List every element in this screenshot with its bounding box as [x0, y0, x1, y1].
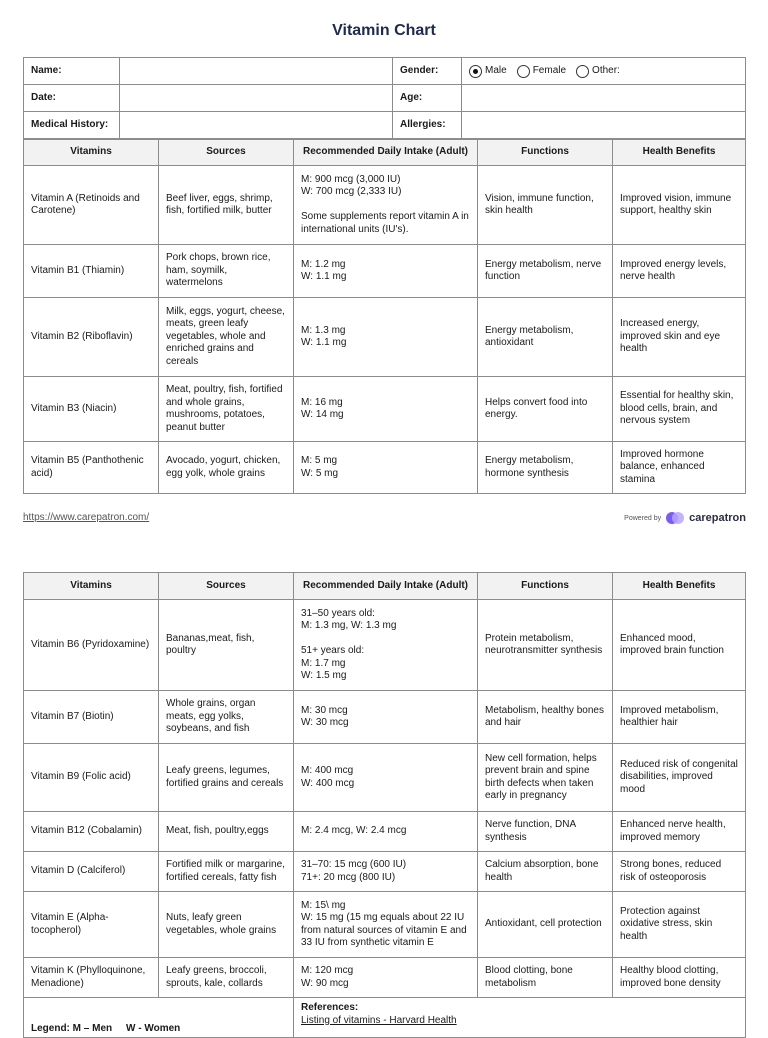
daily-intake-cell [294, 298, 478, 377]
vitamin-name-cell: Vitamin D (Calciferol) [24, 852, 159, 892]
name-label: Name: [24, 58, 120, 85]
vitamin-name-cell: Vitamin B2 (Riboflavin) [24, 298, 159, 377]
vitamin-name-cell: Vitamin K (Phylloquinone, Menadione) [24, 958, 159, 998]
sources-cell: Leafy greens, broccoli, sprouts, kale, collards [159, 958, 294, 998]
health-benefits-cell: Healthy blood clotting, improved bone density [613, 958, 746, 998]
date-label: Date: [24, 85, 120, 112]
health-benefits-cell: Essential for healthy skin, blood cells, brain, and nervous system [613, 377, 746, 442]
column-header: Vitamins [24, 573, 159, 600]
daily-intake-cell [294, 852, 478, 892]
sources-cell: Leafy greens, legumes, fortified grains and cereals [159, 744, 294, 812]
column-header: Sources [159, 140, 294, 166]
patient-info-table [23, 57, 746, 139]
intake-line: M: 400 mcg [301, 765, 354, 776]
functions-cell: Energy metabolism, nerve function [478, 245, 613, 298]
allergies-field[interactable] [462, 112, 746, 139]
functions-cell: Calcium absorption, bone health [478, 852, 613, 892]
daily-intake-cell [294, 166, 478, 245]
functions-cell: Vision, immune function, skin health [478, 166, 613, 245]
intake-line: W: 90 mcg [301, 977, 349, 989]
health-benefits-cell: Protection against oxidative stress, skin health [613, 892, 746, 958]
daily-intake-cell [294, 691, 478, 744]
allergies-label: Allergies: [393, 112, 462, 139]
table-row [24, 852, 746, 892]
column-header: Vitamins [24, 140, 159, 166]
column-header: Health Benefits [613, 140, 746, 166]
daily-intake-cell [294, 958, 478, 998]
table-row [24, 600, 746, 691]
functions-cell: Energy metabolism, hormone synthesis [478, 442, 613, 494]
gender-option-other[interactable]: Other: [576, 65, 620, 78]
radio-icon[interactable] [576, 65, 589, 78]
functions-cell: Helps convert food into energy. [478, 377, 613, 442]
daily-intake-cell [294, 600, 478, 691]
column-header: Health Benefits [613, 573, 746, 600]
vitamin-name-cell: Vitamin B7 (Biotin) [24, 691, 159, 744]
intake-line: M: 1.2 mg [301, 258, 346, 270]
intake-line: Some supplements report vitamin A in international units (IU's). [301, 211, 469, 235]
age-label: Age: [393, 85, 462, 112]
daily-intake-cell [294, 744, 478, 812]
health-benefits-cell: Enhanced mood, improved brain function [613, 600, 746, 691]
daily-intake-cell [294, 812, 478, 852]
functions-cell: Energy metabolism, antioxidant [478, 298, 613, 377]
vitamin-name-cell: Vitamin B1 (Thiamin) [24, 245, 159, 298]
table-row [24, 245, 746, 298]
vitamin-name-cell: Vitamin B9 (Folic acid) [24, 744, 159, 812]
table-row [24, 691, 746, 744]
intake-line: W: 5 mg [301, 467, 339, 479]
health-benefits-cell: Improved metabolism, healthier hair [613, 691, 746, 744]
name-field[interactable] [120, 58, 393, 85]
medical-history-label: Medical History: [24, 112, 120, 139]
sources-cell: Milk, eggs, yogurt, cheese, meats, green leafy vegetables, whole and enriched grains and cereals [159, 298, 294, 377]
daily-intake-cell [294, 892, 478, 958]
intake-line: W: 1.1 mg [301, 271, 347, 282]
vitamin-table-page-1 [23, 139, 746, 494]
health-benefits-cell: Improved vision, immune support, healthy skin [613, 166, 746, 245]
column-header: Functions [478, 573, 613, 600]
sources-cell: Pork chops, brown rice, ham, soymilk, watermelons [159, 245, 294, 298]
intake-line: 31–50 years old: [301, 607, 375, 619]
intake-line [301, 199, 470, 212]
references-label: References: [301, 1002, 359, 1013]
intake-line: W: 1.5 mg [301, 670, 347, 681]
intake-line: W: 700 mcg (2,333 IU) [301, 186, 402, 198]
sources-cell: Whole grains, organ meats, egg yolks, soybeans, and fish [159, 691, 294, 744]
sources-cell: Bananas,meat, fish, poultry [159, 600, 294, 691]
carepatron-logo-icon [665, 511, 685, 525]
gender-option-male[interactable]: Male [469, 65, 507, 78]
intake-line: 51+ years old: [301, 645, 365, 656]
brand-name: carepatron [689, 512, 746, 524]
intake-line: W: 1.1 mg [301, 337, 347, 348]
column-header: Recommended Daily Intake (Adult) [294, 140, 478, 166]
sources-cell: Fortified milk or margarine, fortified cereals, fatty fish [159, 852, 294, 892]
vitamin-table-page-2 [23, 572, 746, 1038]
sources-cell: Nuts, leafy green vegetables, whole grains [159, 892, 294, 958]
functions-cell: Antioxidant, cell protection [478, 892, 613, 958]
age-field[interactable] [462, 85, 746, 112]
intake-line: W: 14 mg [301, 409, 344, 420]
page-title: Vitamin Chart [332, 22, 436, 39]
brand-badge [624, 511, 746, 525]
intake-line [301, 633, 470, 646]
radio-icon[interactable] [517, 65, 530, 78]
health-benefits-cell: Strong bones, reduced risk of osteoporosis [613, 852, 746, 892]
intake-line: M: 1.3 mg [301, 324, 346, 336]
table-row [24, 442, 746, 494]
intake-line: M: 15\ mg [301, 899, 346, 911]
vitamin-name-cell: Vitamin B5 (Panthothenic acid) [24, 442, 159, 494]
functions-cell: Protein metabolism, neurotransmitter synthesis [478, 600, 613, 691]
column-header: Sources [159, 573, 294, 600]
gender-option-female[interactable]: Female [517, 65, 566, 78]
intake-line: M: 1.7 mg [301, 657, 346, 669]
vitamin-name-cell: Vitamin A (Retinoids and Carotene) [24, 166, 159, 245]
intake-line: M: 2.4 mcg, W: 2.4 mcg [301, 825, 407, 837]
intake-line: M: 5 mg [301, 455, 338, 466]
sources-cell: Beef liver, eggs, shrimp, fish, fortified milk, butter [159, 166, 294, 245]
table-row [24, 166, 746, 245]
health-benefits-cell: Improved hormone balance, enhanced stamina [613, 442, 746, 494]
vitamin-name-cell: Vitamin E (Alpha-tocopherol) [24, 892, 159, 958]
powered-by-label: Powered by [624, 514, 662, 522]
vitamin-name-cell: Vitamin B3 (Niacin) [24, 377, 159, 442]
column-header: Recommended Daily Intake (Adult) [294, 573, 478, 600]
table-row [24, 744, 746, 812]
table-row [24, 298, 746, 377]
legend: Legend: M – Men W - Women [31, 1022, 181, 1034]
intake-line: W: 30 mcg [301, 717, 349, 728]
intake-line: M: 120 mcg [301, 965, 354, 976]
intake-line: 71+: 20 mcg (800 IU) [301, 871, 396, 883]
functions-cell: New cell formation, helps prevent brain and spine birth defects when taken early in pregnancy [478, 744, 613, 812]
daily-intake-cell [294, 245, 478, 298]
table-row [24, 892, 746, 958]
health-benefits-cell: Increased energy, improved skin and eye health [613, 298, 746, 377]
vitamin-name-cell: Vitamin B6 (Pyridoxamine) [24, 600, 159, 691]
intake-line: M: 1.3 mg, W: 1.3 mg [301, 620, 397, 631]
gender-options [462, 58, 746, 85]
footer-link[interactable]: https://www.carepatron.com/ [23, 512, 150, 523]
health-benefits-cell: Reduced risk of congenital disabilities, improved mood [613, 744, 746, 812]
functions-cell: Nerve function, DNA synthesis [478, 812, 613, 852]
table-row [24, 812, 746, 852]
sources-cell: Avocado, yogurt, chicken, egg yolk, whole grains [159, 442, 294, 494]
intake-line: 31–70: 15 mcg (600 IU) [301, 859, 407, 870]
date-field[interactable] [120, 85, 393, 112]
daily-intake-cell [294, 377, 478, 442]
gender-label: Gender: [393, 58, 462, 85]
functions-cell: Metabolism, healthy bones and hair [478, 691, 613, 744]
intake-line: W: 15 mg (15 mg equals about 22 IU from natural sources of vitamin E and 33 IU from synthetic vitamin E [301, 912, 467, 948]
functions-cell: Blood clotting, bone metabolism [478, 958, 613, 998]
intake-line: W: 400 mcg [301, 777, 355, 789]
table-row [24, 958, 746, 998]
intake-line: M: 16 mg [301, 396, 343, 408]
column-header: Functions [478, 140, 613, 166]
intake-line: M: 30 mcg [301, 704, 348, 716]
radio-selected-icon[interactable] [469, 65, 482, 78]
sources-cell: Meat, fish, poultry,eggs [159, 812, 294, 852]
reference-link[interactable]: Listing of vitamins - Harvard Health [301, 1014, 457, 1026]
daily-intake-cell [294, 442, 478, 494]
medical-history-field[interactable] [120, 112, 393, 139]
health-benefits-cell: Improved energy levels, nerve health [613, 245, 746, 298]
sources-cell: Meat, poultry, fish, fortified and whole grains, mushrooms, potatoes, peanut butter [159, 377, 294, 442]
health-benefits-cell: Enhanced nerve health, improved memory [613, 812, 746, 852]
vitamin-name-cell: Vitamin B12 (Cobalamin) [24, 812, 159, 852]
table-row [24, 377, 746, 442]
intake-line: M: 900 mcg (3,000 IU) [301, 173, 401, 185]
